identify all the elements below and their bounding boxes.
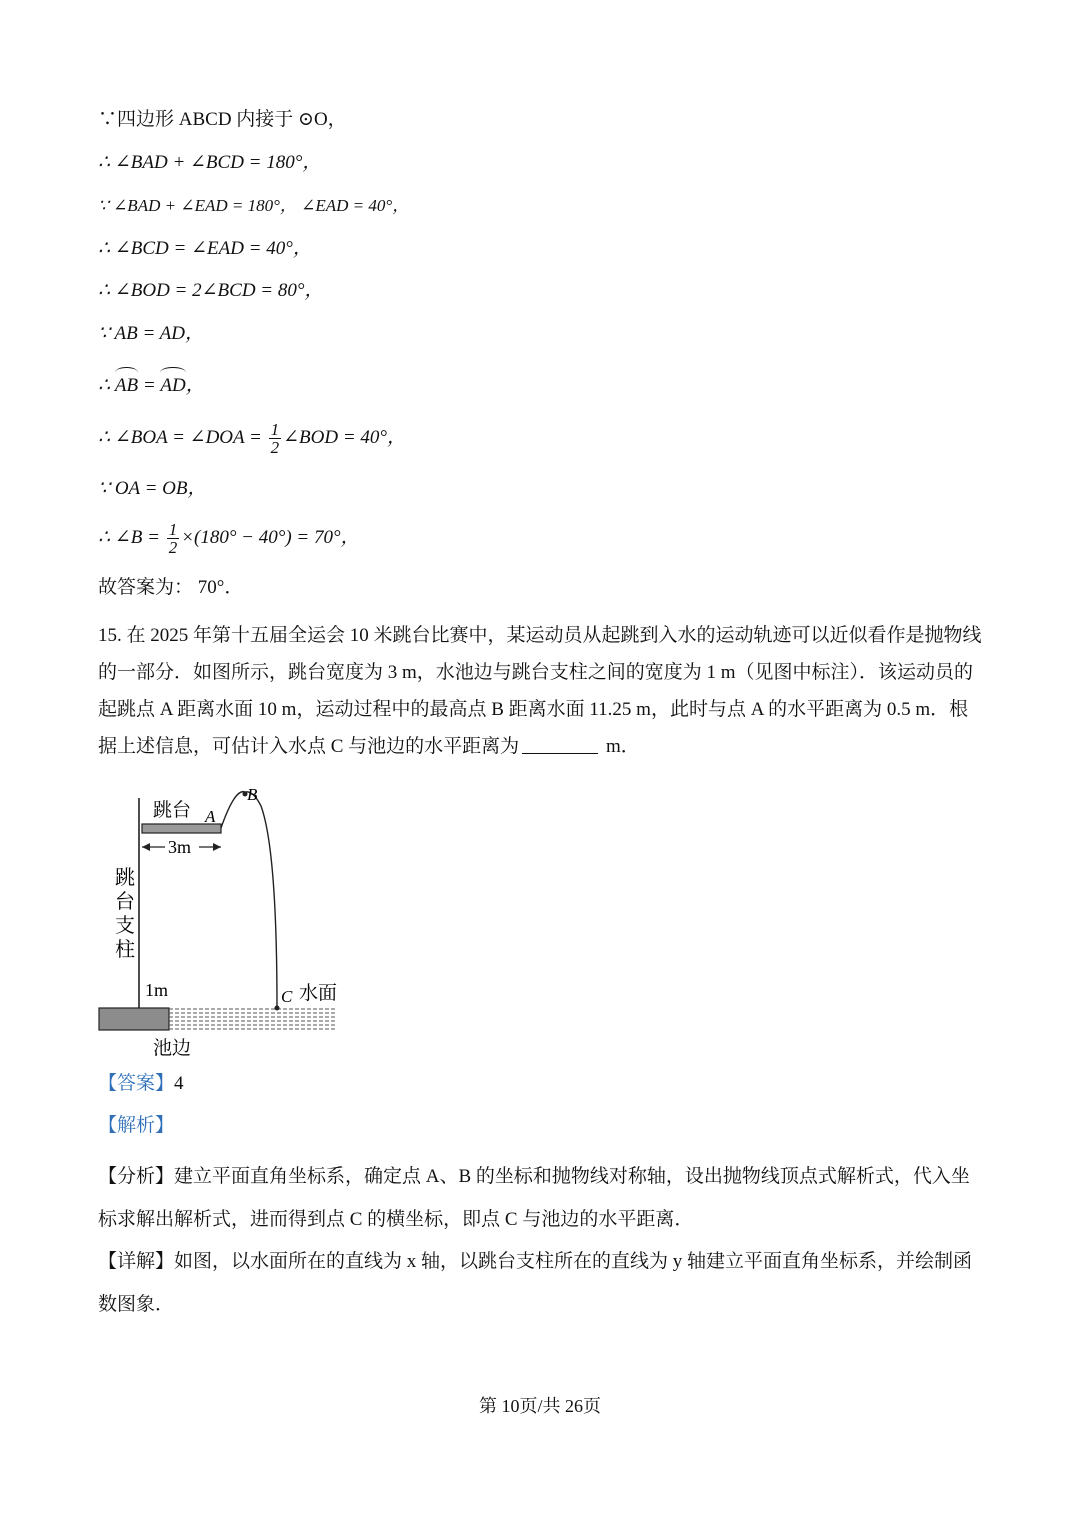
pool-edge-label: 池边	[153, 1038, 192, 1059]
platform-label: 跳台	[153, 800, 192, 821]
proof-line-10-pre: ∴ ∠B =	[98, 527, 165, 548]
fraction-denominator-2: 2	[168, 538, 178, 558]
analysis-tag: 【解析】	[98, 1115, 175, 1136]
answer-tag: 【答案】	[98, 1073, 175, 1094]
point-c-dot	[275, 1006, 280, 1011]
arc-ab: AB	[115, 373, 138, 399]
question-text: 15. 在 2025 年第十五届全运会 10 米跳台比赛中，某运动员从起跳到入水的运动轨迹可以近似看作是抛物线的一部分．如图所示，跳台宽度为 3 m，水池边与跳台支柱之间的宽度为 1 m（见图中标注）．该运动员的起跳点 A 距离水面 10 m，运动过程中的最高点 B 距离水面 11.25 m，此时与点 A 的水平距离为 0.5 m．根据上述信息，可估计入水点 C 与池边的水平距离为	[98, 625, 982, 757]
fenxi-text: 建立平面直角坐标系，确定点 A、B 的坐标和抛物线对称轴，设出抛物线顶点式解析式，代入坐标求解出解析式，进而得到点 C 的横坐标，即点 C 与池边的水平距离．	[98, 1166, 970, 1230]
proof-line-10	[98, 515, 360, 561]
xiangjie-tag: 【详解】	[98, 1251, 175, 1272]
arrow-left-icon	[142, 843, 150, 851]
answer-blank[interactable]	[522, 753, 598, 754]
fraction-half	[269, 421, 282, 456]
answer-section	[98, 1071, 184, 1097]
proof-line-8	[98, 415, 406, 461]
proof-line-3: ∵ ∠BAD + ∠EAD = 180°， ∠EAD = 40°，	[98, 196, 410, 215]
proof-line-1: ∵四边形 ABCD 内接于 ⊙O，	[98, 109, 347, 130]
proof-line-8-post: ∠BOD = 40°，	[283, 427, 407, 448]
point-b-label: B	[247, 785, 258, 804]
diving-figure	[95, 780, 355, 1065]
fraction-denominator: 2	[270, 438, 280, 458]
water-surface	[169, 1009, 337, 1029]
fenxi-section	[98, 1155, 982, 1241]
analysis-section	[98, 1113, 174, 1139]
point-c-label: C	[281, 987, 293, 1006]
proof-line-5: ∴ ∠BOD = 2∠BCD = 80°，	[98, 280, 324, 301]
proof-line-6: ∵ AB = AD，	[98, 323, 205, 344]
pillar-char-3: 支	[115, 915, 135, 937]
xiangjie-section	[98, 1240, 982, 1326]
fenxi-tag: 【分析】	[98, 1166, 175, 1187]
proof-line-7	[98, 373, 205, 399]
pillar-char-4: 柱	[115, 939, 135, 961]
width-label: 3m	[168, 837, 192, 857]
proof-line-7-pre: ∴	[98, 375, 115, 396]
water-label: 水面	[299, 983, 338, 1004]
fraction-numerator-2: 1	[168, 520, 178, 540]
fraction-numerator: 1	[270, 420, 280, 440]
answer-value: 4	[174, 1073, 184, 1094]
proof-line-7-post: ，	[185, 375, 205, 396]
arrow-right-icon	[213, 843, 221, 851]
pillar-char-2: 台	[115, 891, 135, 913]
proof-line-9: ∵ OA = OB，	[98, 478, 207, 499]
trajectory-curve	[221, 792, 277, 1008]
pillar-char-1: 跳	[115, 867, 135, 889]
proof-line-4: ∴ ∠BCD = ∠EAD = 40°，	[98, 238, 312, 259]
page-footer: 第 10页/共 26页	[478, 1396, 601, 1416]
fraction-half-2	[167, 521, 180, 556]
proof-line-8-pre: ∴ ∠BOA = ∠DOA =	[98, 427, 267, 448]
gap-label: 1m	[145, 980, 169, 1000]
question-15	[98, 617, 982, 765]
point-a-label: A	[205, 807, 216, 826]
arc-ad: AD	[160, 373, 185, 399]
xiangjie-text: 如图，以水面所在的直线为 x 轴，以跳台支柱所在的直线为 y 轴建立平面直角坐标系，并绘制函数图象．	[98, 1251, 973, 1315]
question-unit: m．	[601, 736, 640, 757]
proof-line-7-mid: =	[138, 375, 161, 396]
answer-line: 故答案为： 70°．	[98, 577, 244, 598]
proof-line-2: ∴ ∠BAD + ∠BCD = 180°，	[98, 152, 322, 173]
pool-edge-block	[99, 1008, 169, 1030]
proof-line-10-post: ×(180° − 40°) = 70°，	[181, 527, 360, 548]
